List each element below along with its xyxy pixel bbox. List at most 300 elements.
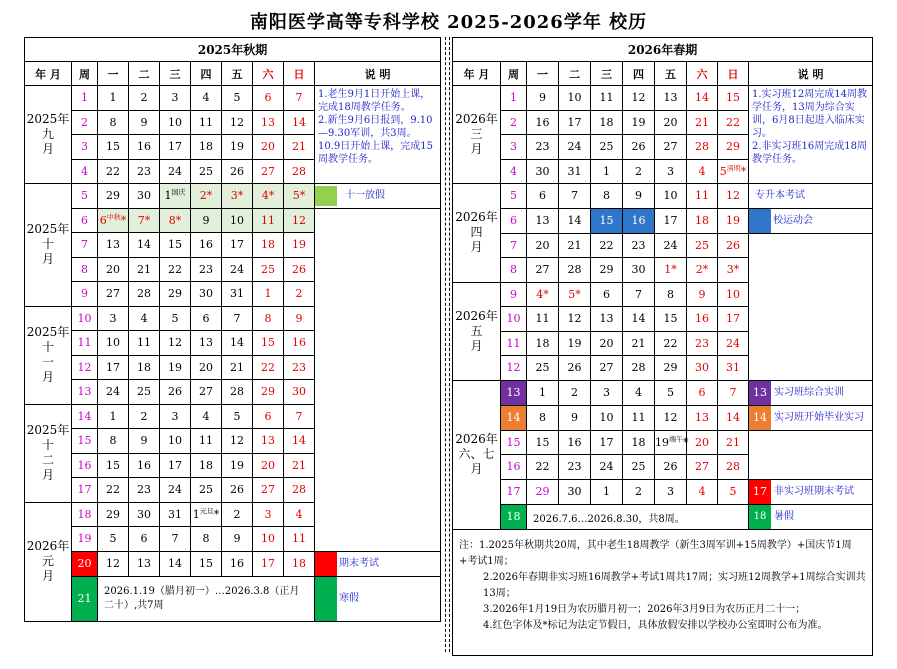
day-cell: 17 (160, 135, 191, 160)
day-cell: 20 (591, 331, 623, 356)
day-cell: 8 (191, 527, 222, 552)
day-cell: 12 (222, 429, 253, 454)
day-cell: 26 (222, 478, 253, 503)
day-cell: 16 (191, 233, 222, 258)
week-number: 1 (72, 86, 98, 111)
note-internship (749, 405, 873, 430)
day-cell: 26 (284, 257, 315, 282)
day-cell: 4 (284, 502, 315, 527)
day-cell: 11 (191, 429, 222, 454)
column-header: 一 (527, 62, 559, 86)
day-cell: 8 (655, 282, 687, 307)
day-cell: 11 (591, 86, 623, 111)
day-cell: 16 (527, 110, 559, 135)
day-cell: 31 (222, 282, 253, 307)
column-header: 年 月 (453, 62, 501, 86)
day-cell: 2 (222, 502, 253, 527)
day-cell: 12 (160, 331, 191, 356)
day-cell: 7 (559, 184, 591, 209)
day-cell: 2 (129, 404, 160, 429)
day-cell: 10 (655, 184, 687, 209)
holiday-label: 国庆 (171, 188, 186, 197)
day-cell: 28 (284, 159, 315, 184)
week-number: 16 (72, 453, 98, 478)
day-cell: 2* (687, 258, 718, 283)
column-header: 四 (191, 62, 222, 86)
fall-calendar (24, 37, 441, 622)
column-header: 四 (623, 62, 655, 86)
day-cell: 12 (222, 110, 253, 135)
day-cell: 20 (253, 453, 284, 478)
sports-swatch (749, 209, 771, 233)
day-cell: 16 (222, 551, 253, 576)
day-cell: 20 (191, 355, 222, 380)
month-label: 2025年 九 月 (25, 86, 72, 184)
week-number: 12 (501, 356, 527, 381)
week-number: 3 (501, 135, 527, 160)
day-cell: 5* (559, 282, 591, 307)
month-label: 2025年 十 月 (25, 184, 72, 307)
day-cell: 21 (284, 135, 315, 160)
day-cell: 15 (98, 453, 129, 478)
day-cell: 14 (687, 86, 718, 111)
day-cell: 28 (222, 380, 253, 405)
note-summer (749, 504, 873, 529)
day-cell: 7 (222, 306, 253, 331)
day-cell: 10 (98, 331, 129, 356)
note-week-badge: 14 (749, 406, 771, 430)
day-cell: 30 (687, 356, 718, 381)
day-cell: 17 (98, 355, 129, 380)
column-header: 周 (501, 62, 527, 86)
day-cell: 24 (591, 455, 623, 480)
week-number: 3 (72, 135, 98, 160)
day-cell: $1^{元旦}*$ (191, 502, 222, 527)
day-cell: 13 (655, 86, 687, 111)
day-cell: 8 (253, 306, 284, 331)
note-text: 实习班综合实训 (774, 387, 844, 398)
day-cell: 2 (559, 380, 591, 405)
day-cell: 9 (687, 282, 718, 307)
day-cell: 14 (284, 110, 315, 135)
day-cell: 9 (129, 429, 160, 454)
day-cell: 8 (527, 405, 559, 430)
day-cell: 5 (655, 380, 687, 405)
column-header: 说 明 (315, 62, 441, 86)
day-cell: 6 (129, 527, 160, 552)
week-number: 13 (501, 380, 527, 405)
day-cell: 8* (160, 208, 191, 233)
day-cell: 5 (98, 527, 129, 552)
footnote-line: 3.2026年1月19日为农历腊月初一；2026年3月9日为农历正月二十一； (483, 603, 806, 615)
week-row (453, 405, 873, 430)
week-row (453, 233, 873, 258)
day-cell: 4 (191, 86, 222, 111)
day-cell: 29 (98, 502, 129, 527)
day-cell: 15 (718, 86, 749, 111)
day-cell: 26 (160, 380, 191, 405)
divider (445, 37, 450, 652)
day-cell: 19 (623, 110, 655, 135)
day-cell: 18 (129, 355, 160, 380)
day-cell: 25 (129, 380, 160, 405)
day-cell: 7 (284, 404, 315, 429)
day-cell: 7* (129, 208, 160, 233)
day-cell: 30 (129, 184, 160, 209)
week-number: 9 (72, 282, 98, 307)
day-cell: 10 (591, 405, 623, 430)
day-cell: 19 (559, 331, 591, 356)
day-cell: 11 (191, 110, 222, 135)
day-cell: 25 (623, 455, 655, 480)
day-cell: 29 (591, 258, 623, 283)
day-cell: 22 (160, 257, 191, 282)
day-cell: 1 (98, 86, 129, 111)
day-cell: 20 (253, 135, 284, 160)
day-cell: 23 (129, 478, 160, 503)
week-row (453, 430, 873, 455)
day-cell: 27 (527, 258, 559, 283)
day-cell: 26 (222, 159, 253, 184)
note-text: 实习班开始毕业实习 (774, 412, 864, 423)
holiday-label: 元旦 (199, 507, 214, 516)
day-cell: 9 (191, 208, 222, 233)
day-cell: 31 (559, 159, 591, 184)
day-cell: 16 (559, 430, 591, 455)
footnote-line: 注：1.2025年秋期共20周，其中老生18周教学（新生3周军训+15周教学）+国庆节1周+考试1周； (459, 539, 852, 567)
day-cell: 16 (687, 307, 718, 332)
day-cell: 6 (687, 380, 718, 405)
month-label: 2026年 六、七 月 (453, 380, 501, 529)
day-cell: 20 (527, 233, 559, 258)
week-number: 11 (501, 331, 527, 356)
week-row (453, 184, 873, 209)
holiday-label: 端午 (669, 435, 683, 444)
day-cell: 21 (718, 430, 749, 455)
day-cell: 23 (527, 135, 559, 160)
month-label: 2026年 四 月 (453, 184, 501, 283)
week-number: 10 (72, 306, 98, 331)
day-cell: 25 (253, 257, 284, 282)
day-cell: 6 (253, 86, 284, 111)
day-cell: 3 (160, 86, 191, 111)
day-cell: 15 (591, 208, 623, 233)
day-cell: 14 (623, 307, 655, 332)
day-cell: 19 (718, 208, 749, 233)
week-row (25, 184, 441, 209)
day-cell: 26 (559, 356, 591, 381)
day-cell: $19^{端午}*$ (655, 430, 687, 455)
day-cell: 18 (191, 135, 222, 160)
day-cell: 4 (687, 159, 718, 184)
day-cell: 18 (253, 233, 284, 258)
month-label: 2026年 元 月 (25, 502, 72, 621)
day-cell: 27 (591, 356, 623, 381)
note-sports (749, 208, 873, 233)
note-winter (315, 576, 441, 621)
day-cell: 3 (655, 159, 687, 184)
week-row (25, 551, 441, 576)
column-header: 说 明 (749, 62, 873, 86)
day-cell: 23 (191, 257, 222, 282)
note-text: 校运动会 (773, 215, 813, 226)
week-row (453, 86, 873, 111)
day-cell: 24 (160, 159, 191, 184)
week-number: 13 (72, 380, 98, 405)
month-label: 2026年 五 月 (453, 282, 501, 380)
day-cell: 2 (623, 159, 655, 184)
day-cell: 19 (222, 453, 253, 478)
day-cell: 11 (129, 331, 160, 356)
day-cell: 24 (98, 380, 129, 405)
day-cell: 25 (687, 233, 718, 258)
week-number: 2 (72, 110, 98, 135)
day-cell: 6 (253, 404, 284, 429)
day-cell: 11 (253, 208, 284, 233)
day-cell: 17 (160, 453, 191, 478)
week-number: 8 (72, 257, 98, 282)
day-cell: 4 (129, 306, 160, 331)
day-cell: 6 (191, 306, 222, 331)
column-header: 周 (72, 62, 98, 86)
day-cell: 25 (527, 356, 559, 381)
day-cell: 3 (655, 479, 687, 504)
week-row (453, 479, 873, 504)
day-cell: 21 (687, 110, 718, 135)
day-cell: 10 (559, 86, 591, 111)
day-cell: 20 (655, 110, 687, 135)
day-cell: 13 (98, 233, 129, 258)
day-cell: 9 (222, 527, 253, 552)
week-number: 11 (72, 331, 98, 356)
note-final-exam (749, 479, 873, 504)
day-cell: 29 (655, 356, 687, 381)
day-cell: 16 (129, 135, 160, 160)
day-cell: 16 (129, 453, 160, 478)
column-header: 三 (160, 62, 191, 86)
week-number: 7 (501, 233, 527, 258)
day-cell: 19 (160, 355, 191, 380)
week-number: 8 (501, 258, 527, 283)
day-cell: 29 (98, 184, 129, 209)
day-cell: 7 (284, 86, 315, 111)
note-week-badge: 18 (749, 505, 771, 529)
day-cell: 29 (160, 282, 191, 307)
day-cell: 9 (559, 405, 591, 430)
week-row (25, 86, 441, 111)
day-cell: 30 (284, 380, 315, 405)
note-text: 专升本考试 (755, 190, 805, 202)
day-cell: 23 (687, 331, 718, 356)
day-cell: 22 (98, 159, 129, 184)
day-cell: 24 (160, 478, 191, 503)
day-cell: $6^{中秋}*$ (98, 208, 129, 233)
day-cell: 5* (284, 184, 315, 209)
day-cell: 15 (253, 331, 284, 356)
day-cell: 13 (527, 208, 559, 233)
note-week-badge: 13 (749, 381, 771, 405)
day-cell: 9 (527, 86, 559, 111)
week-number: 15 (501, 430, 527, 455)
day-cell: 18 (191, 453, 222, 478)
day-cell: 30 (623, 258, 655, 283)
day-cell: 3 (253, 502, 284, 527)
month-label: 2026年 三 月 (453, 86, 501, 184)
day-cell: 15 (191, 551, 222, 576)
day-cell: 6 (527, 184, 559, 209)
day-cell: 21 (559, 233, 591, 258)
column-header: 日 (284, 62, 315, 86)
day-cell: 4 (191, 404, 222, 429)
day-cell: 4 (687, 479, 718, 504)
day-cell: 31 (718, 356, 749, 381)
day-cell: 8 (591, 184, 623, 209)
day-cell: 9 (623, 184, 655, 209)
day-cell: 28 (623, 356, 655, 381)
day-cell: 3 (160, 404, 191, 429)
day-cell: 24 (559, 135, 591, 160)
week-number: 18 (72, 502, 98, 527)
footnotes (453, 529, 873, 655)
week-number: 16 (501, 455, 527, 480)
column-header: 二 (559, 62, 591, 86)
day-cell: 12 (559, 307, 591, 332)
day-cell: 23 (129, 159, 160, 184)
day-cell: 12 (623, 86, 655, 111)
day-cell: 3* (222, 184, 253, 209)
day-cell: 29 (253, 380, 284, 405)
day-cell: 3 (98, 306, 129, 331)
day-cell: 27 (191, 380, 222, 405)
day-cell: 27 (253, 478, 284, 503)
day-cell: 17 (591, 430, 623, 455)
day-cell: 22 (527, 455, 559, 480)
day-cell: 6 (591, 282, 623, 307)
day-cell: 4 (623, 380, 655, 405)
day-cell: 17 (253, 551, 284, 576)
note-final-exam (315, 551, 441, 576)
day-cell: 15 (527, 430, 559, 455)
day-cell: 18 (527, 331, 559, 356)
day-cell: 21 (222, 355, 253, 380)
summer-break-range: 2026.7.6…2026.8.30，共8周。 (527, 504, 749, 529)
day-cell: 31 (160, 502, 191, 527)
day-cell: 9 (129, 110, 160, 135)
day-cell: 22 (253, 355, 284, 380)
week-number: 18 (501, 504, 527, 529)
day-cell: 9 (284, 306, 315, 331)
day-cell: 10 (253, 527, 284, 552)
day-cell: 1* (655, 258, 687, 283)
day-cell: 26 (623, 135, 655, 160)
note-comprehensive (749, 380, 873, 405)
day-cell: 22 (655, 331, 687, 356)
day-cell: 8 (98, 429, 129, 454)
note-march: 1.实习班12周完成14周教学任务，13周为综合实训，6月8日起进入临床实习。 2.非实习班16周完成18周教学任务。 (749, 86, 873, 184)
note-national-day (315, 184, 441, 209)
note-text: 非实习班期末考试 (774, 486, 854, 497)
day-cell: 13 (687, 405, 718, 430)
week-number: 5 (72, 184, 98, 209)
month-label: 2025年 十 二 月 (25, 404, 72, 502)
day-cell: 10 (222, 208, 253, 233)
week-number: 17 (72, 478, 98, 503)
day-cell: 1 (591, 159, 623, 184)
day-cell: 18 (623, 430, 655, 455)
exam-swatch (315, 552, 337, 576)
note-september: 1.老生9月1日开始上课，完成18周教学任务。 2.新生9月6日报到，9.10—9.30军训，共3周。10.9日开始上课，完成15周教学任务。 (315, 86, 441, 184)
day-cell: 1 (591, 479, 623, 504)
week-number: 12 (72, 355, 98, 380)
column-header: 六 (687, 62, 718, 86)
footnote-line: 2.2026年春期非实习班16周教学+考试1周共17周；实习班12周教学+1周综合实训共13周； (483, 571, 866, 599)
day-cell: 14 (160, 551, 191, 576)
month-label: 2025年 十 一 月 (25, 306, 72, 404)
day-cell: 5 (160, 306, 191, 331)
day-cell: 15 (160, 233, 191, 258)
semester-header: 2025年秋期 (25, 38, 441, 62)
day-cell: 25 (591, 135, 623, 160)
day-cell: 30 (527, 159, 559, 184)
day-cell: 1 (527, 380, 559, 405)
note-text: 寒假 (339, 593, 359, 604)
day-cell: 5 (222, 404, 253, 429)
day-cell: 16 (623, 208, 655, 233)
day-cell: 3 (591, 380, 623, 405)
note-empty (749, 430, 873, 479)
day-cell: 13 (191, 331, 222, 356)
winter-swatch (315, 577, 337, 621)
day-cell: 30 (191, 282, 222, 307)
week-number: 21 (72, 576, 98, 621)
day-cell: 27 (687, 455, 718, 480)
day-cell: 25 (191, 478, 222, 503)
day-cell: 17 (718, 307, 749, 332)
day-cell: 12 (655, 405, 687, 430)
week-number: 4 (501, 159, 527, 184)
day-cell: 11 (527, 307, 559, 332)
day-cell: 12 (718, 184, 749, 209)
day-cell: 24 (655, 233, 687, 258)
day-cell: 7 (160, 527, 191, 552)
week-row (453, 380, 873, 405)
day-cell: 23 (284, 355, 315, 380)
day-cell: 19 (222, 135, 253, 160)
day-cell: 10 (718, 282, 749, 307)
week-number: 10 (501, 307, 527, 332)
day-cell: 28 (559, 258, 591, 283)
week-number: 4 (72, 159, 98, 184)
week-number: 5 (501, 184, 527, 209)
day-cell: 14 (559, 208, 591, 233)
day-cell: 4* (253, 184, 284, 209)
day-cell: 13 (253, 429, 284, 454)
day-cell: 4* (527, 282, 559, 307)
day-cell: 15 (98, 135, 129, 160)
day-cell: 27 (253, 159, 284, 184)
week-number: 2 (501, 110, 527, 135)
day-cell: 8 (98, 110, 129, 135)
day-cell: 22 (718, 110, 749, 135)
day-cell: 7 (718, 380, 749, 405)
day-cell: 13 (253, 110, 284, 135)
day-cell: 16 (284, 331, 315, 356)
day-cell: 12 (284, 208, 315, 233)
day-cell: 30 (129, 502, 160, 527)
day-cell: $1^{国庆}$ (160, 184, 191, 209)
week-number: 15 (72, 429, 98, 454)
day-cell: 18 (687, 208, 718, 233)
